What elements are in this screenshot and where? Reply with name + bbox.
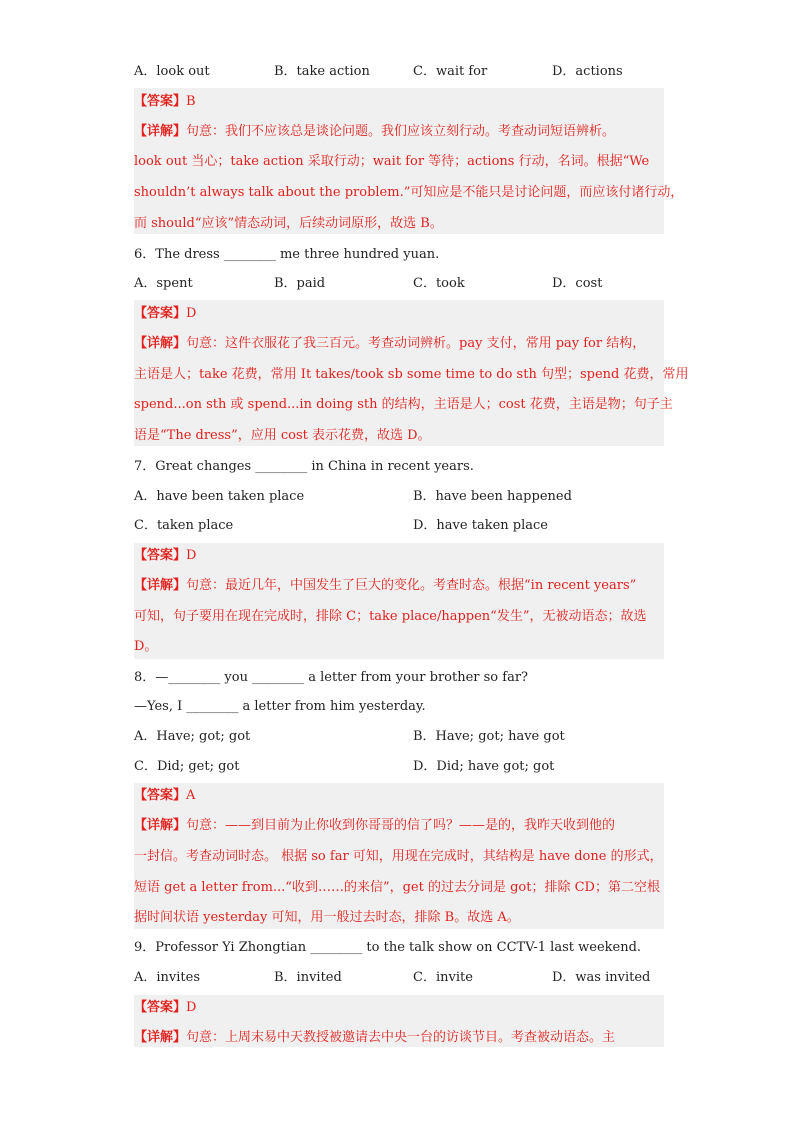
q7-option-d: D．have taken place	[413, 518, 548, 533]
q5-option-a: A．look out	[134, 64, 210, 79]
q6-detail-line-2: 主语是人；take 花费，常用 It takes/took sb some time to do sth 句型；spend 花费，常用	[134, 367, 689, 382]
q6-answer: 【答案】D	[134, 306, 197, 321]
q9-option-a: A．invites	[134, 970, 201, 985]
q9-option-d: D．was invited	[552, 970, 651, 985]
q8-option-b: B．Have; got; have got	[413, 729, 565, 744]
q5-answer: 【答案】B	[134, 94, 196, 109]
q7-detail-line-3: D。	[134, 639, 158, 654]
q7-answer: 【答案】D	[134, 548, 197, 563]
q5-option-c: C．wait for	[413, 64, 488, 79]
q7-stem: 7．Great changes ________ in China in recent years.	[134, 459, 474, 474]
q9-detail-line-1: 【详解】句意：上周末易中天教授被邀请去中央一台的访谈节目。考查被动语态。主	[134, 1030, 616, 1045]
q6-stem: 6．The dress ________ me three hundred yuan.	[134, 247, 440, 262]
q6-option-b: B．paid	[274, 276, 326, 291]
q7-option-a: A．have been taken place	[134, 489, 305, 504]
q5-detail-line-2: look out 当心；take action 采取行动；wait for 等待；actions 行动，名词。根据“We	[134, 154, 650, 169]
q7-option-b: B．have been happened	[413, 489, 572, 504]
q8-option-c: C．Did; get; got	[134, 759, 240, 774]
q6-option-c: C．took	[413, 276, 465, 291]
q7-detail-line-2: 可知，句子要用在现在完成时，排除 C；take place/happen“发生”，无被动语态；故选	[134, 609, 647, 624]
q6-option-d: D．cost	[552, 276, 603, 291]
q8-detail-line-1: 【详解】句意：——到目前为止你收到你哥哥的信了吗？——是的，我昨天收到他的	[134, 818, 616, 833]
q6-detail-line-1: 【详解】句意：这件衣服花了我三百元。考查动词辨析。pay 支付，常用 pay for 结构，	[134, 336, 646, 351]
q8-stem-response: —Yes, I ________ a letter from him yesterday.	[134, 699, 426, 714]
q8-detail-line-2: 一封信。考查动词时态。 根据 so far 可知，用现在完成时，其结构是 have done 的形式，	[134, 849, 663, 864]
q9-answer: 【答案】D	[134, 1000, 197, 1015]
q9-stem: 9．Professor Yi Zhongtian ________ to the talk show on CCTV-1 last weekend.	[134, 940, 642, 955]
q9-option-b: B．invited	[274, 970, 342, 985]
q5-option-d: D．actions	[552, 64, 623, 79]
q5-option-b: B．take action	[274, 64, 370, 79]
q8-answer: 【答案】A	[134, 788, 196, 803]
q6-option-a: A．spent	[134, 276, 193, 291]
q8-option-a: A．Have; got; got	[134, 729, 251, 744]
q6-detail-line-4: 语是“The dress”，应用 cost 表示花费，故选 D。	[134, 428, 431, 443]
q6-detail-line-3: spend...on sth 或 spend...in doing sth 的结构，主语是人；cost 花费，主语是物；句子主	[134, 397, 673, 412]
q5-detail-line-4: 而 should“应该”情态动词，后续动词原形，故选 B。	[134, 216, 443, 231]
q8-detail-line-3: 短语 get a letter from...“收到……的来信”，get 的过去分词是 got；排除 CD；第二空根	[134, 880, 660, 895]
q8-detail-line-4: 据时间状语 yesterday 可知，用一般过去时态，排除 B。故选 A。	[134, 910, 520, 925]
q5-detail-line-1: 【详解】句意：我们不应该总是谈论问题。我们应该立刻行动。考查动词短语辨析。	[134, 124, 616, 139]
q8-stem: 8．—________ you ________ a letter from your brother so far?	[134, 670, 529, 685]
q5-detail-line-3: shouldn’t always talk about the problem.”可知应是不能只是讨论问题，而应该付诸行动，	[134, 185, 684, 200]
q7-option-c: C．taken place	[134, 518, 234, 533]
q8-option-d: D．Did; have got; got	[413, 759, 555, 774]
q7-detail-line-1: 【详解】句意：最近几年，中国发生了巨大的变化。考查时态。根据“in recent years”	[134, 578, 637, 593]
q9-option-c: C．invite	[413, 970, 473, 985]
